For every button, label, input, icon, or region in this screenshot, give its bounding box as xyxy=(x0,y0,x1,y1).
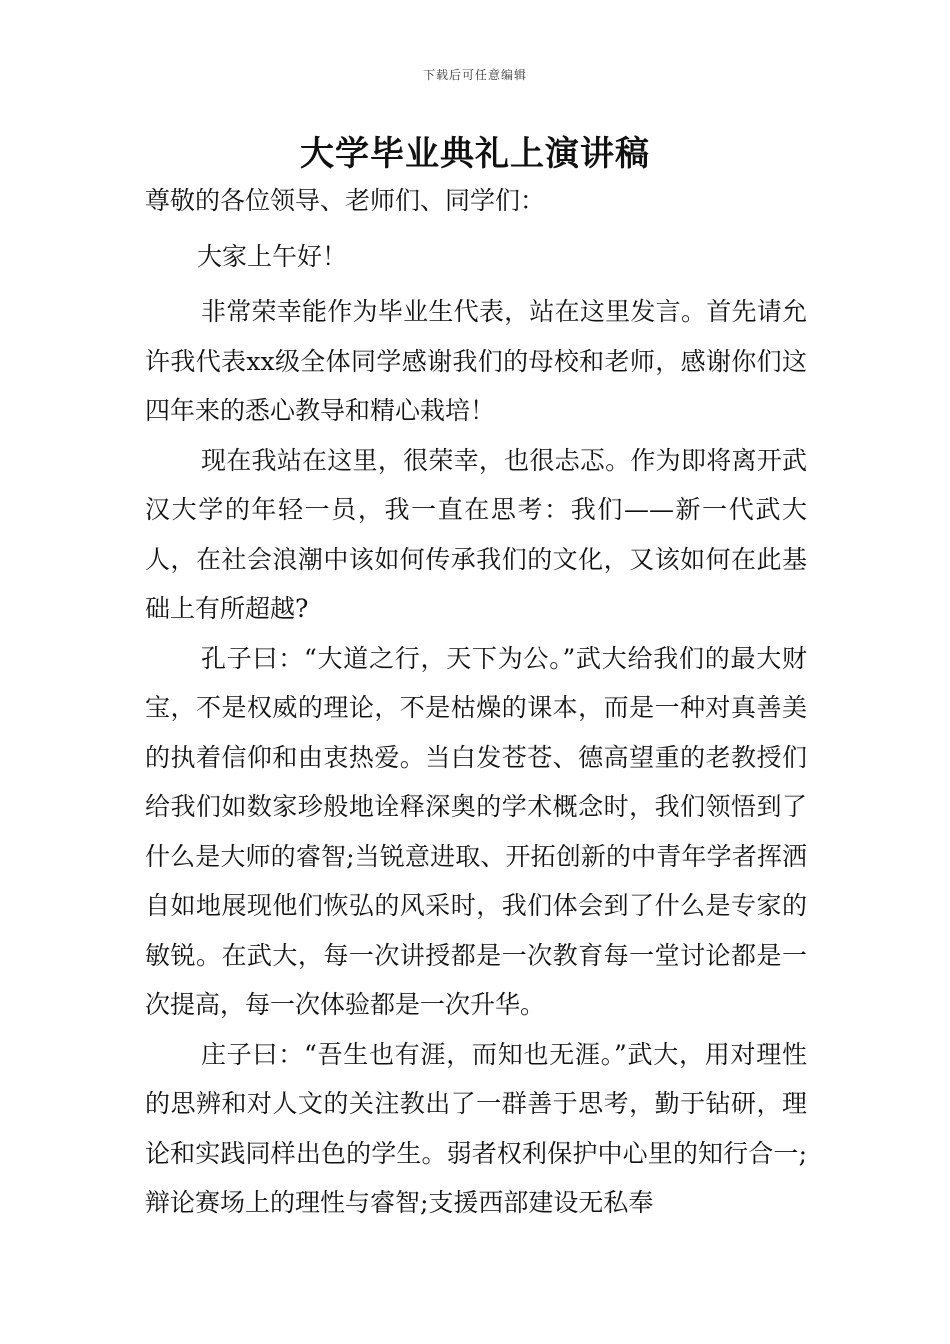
document-body xyxy=(145,176,807,1228)
document-title: 大学毕业典礼上演讲稿 xyxy=(300,134,650,174)
paragraph-4: 庄子曰：“吾生也有涯，而知也无涯。”武大，用对理性的思辨和对人文的关注教出了一群善于思考，勤于钻研，理论和实践同样出色的学生。弱者权利保护中心里的知行合一;辩论赛场上的理性与睿智;支援西部建设无私奉 xyxy=(145,1039,807,1217)
greeting: 大家上午好！ xyxy=(197,241,348,271)
salutation: 尊敬的各位领导、老师们、同学们： xyxy=(145,186,546,215)
header-note: 下载后可任意编辑 xyxy=(422,68,527,82)
paragraph-1: 非常荣幸能作为毕业生代表，站在这里发言。首先请允许我代表xx级全体同学感谢我们的母校和老师，感谢你们这四年来的悉心教导和精心栽培！ xyxy=(145,297,807,425)
paragraph-3: 孔子曰：“大道之行，天下为公。”武大给我们的最大财宝，不是权威的理论，不是枯燥的课本，而是一种对真善美的执着信仰和由衷热爱。当白发苍苍、德高望重的老教授们给我们如数家珍般地诠释深奥的学术概念时，我们领悟到了什么是大师的睿智;当锐意进取、开拓创新的中青年学者挥洒自如地展现他们恢弘的风采时，我们体会到了什么是专家的敏锐。在武大，每一次讲授都是一次教育每一堂讨论都是一次提高，每一次体验都是一次升华。 xyxy=(145,643,807,1019)
paragraph-2: 现在我站在这里，很荣幸，也很忐忑。作为即将离开武汉大学的年轻一员，我一直在思考：我们——新一代武大人，在社会浪潮中该如何传承我们的文化，又该如何在此基础上有所超越? xyxy=(145,445,807,623)
